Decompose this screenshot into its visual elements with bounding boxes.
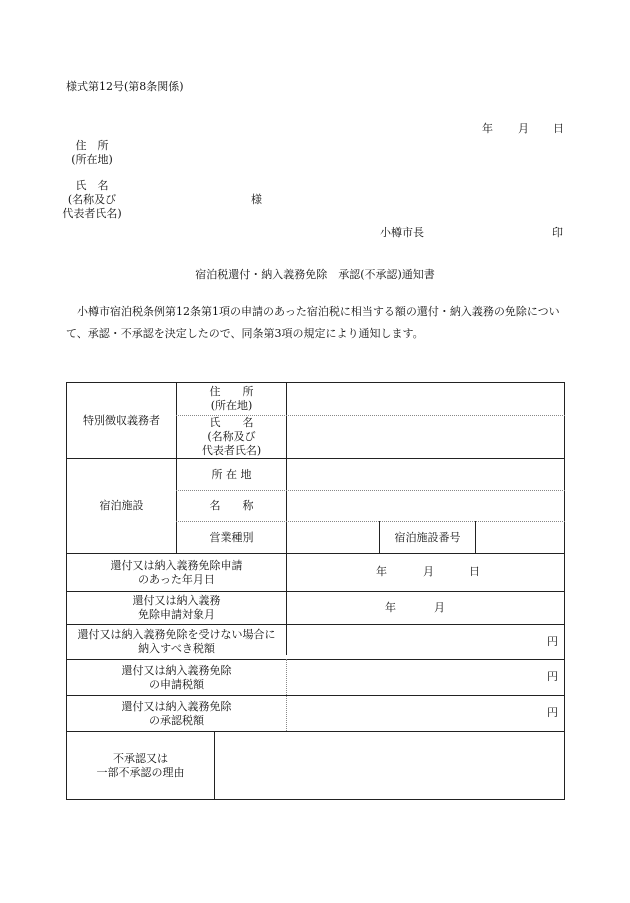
application-date-line2: のあった年月日 xyxy=(138,572,215,586)
approved-amount-label xyxy=(67,696,286,731)
collector-address-line2: (所在地) xyxy=(210,399,253,412)
applied-amount-line2: の申請税額 xyxy=(149,677,204,691)
application-date-day: 日 xyxy=(469,565,480,578)
date-month-label: 月 xyxy=(518,122,529,135)
collector-label: 特別徴収義務者 xyxy=(83,413,160,427)
tax-if-not-granted-field[interactable] xyxy=(287,625,564,659)
facility-number-label: 宿泊施設番号 xyxy=(394,530,461,544)
document-title: 宿泊税還付・納入義務免除 承認(不承認)通知書 xyxy=(195,268,435,281)
approved-amount-field[interactable] xyxy=(287,696,564,731)
tax-if-not-granted-line2: 納入すべき税額 xyxy=(138,642,215,655)
target-month-label xyxy=(67,592,286,624)
target-month-line2: 免除申請対象月 xyxy=(138,608,215,621)
application-date-field[interactable] xyxy=(287,554,564,591)
applied-amount-field[interactable] xyxy=(287,660,564,695)
target-month-month: 月 xyxy=(434,601,445,614)
facility-name-label: 名 称 xyxy=(209,499,254,513)
facility-location-field[interactable] xyxy=(287,459,564,490)
collector-address-field[interactable] xyxy=(287,383,564,415)
recipient-address-sub: (所在地) xyxy=(71,152,113,166)
recipient-address-label: 住 所 xyxy=(75,139,109,152)
application-date-label xyxy=(67,554,286,591)
date-day-label: 日 xyxy=(553,122,564,135)
facility-location-label: 所 在 地 xyxy=(211,467,252,481)
application-date-year: 年 xyxy=(376,565,387,578)
applied-amount-unit: 円 xyxy=(547,670,558,683)
collector-name-label xyxy=(177,416,286,458)
facility-number-field[interactable] xyxy=(476,522,564,553)
recipient-name-label: 氏 名 xyxy=(75,179,109,192)
facility-label: 宿泊施設 xyxy=(99,499,144,513)
tax-if-not-granted-label xyxy=(67,625,286,659)
collector-name-line1: 氏 名 xyxy=(209,416,254,430)
application-date-month: 月 xyxy=(423,565,434,578)
issuer-title: 小樽市長 xyxy=(380,226,424,239)
recipient-name-sub1: (名称及び xyxy=(67,192,117,206)
recipient-address xyxy=(62,139,122,167)
rejection-reason-line2: 一部不承認の理由 xyxy=(96,765,185,779)
applied-amount-line1: 還付又は納入義務免除 xyxy=(121,663,232,677)
body-text: 小樽市宿泊税条例第12条第1項の申請のあった宿泊税に相当する額の還付・納入義務の免除について、承認・不承認を決定したので、同条第3項の規定により通知します。 xyxy=(66,305,560,340)
date-year-label: 年 xyxy=(482,122,493,135)
approved-amount-line1: 還付又は納入義務免除 xyxy=(121,699,232,713)
approved-amount-unit: 円 xyxy=(547,706,558,719)
form-number: 様式第12号(第8条関係) xyxy=(66,80,184,93)
approved-amount-line2: の承認税額 xyxy=(149,713,204,727)
recipient-name-sub2: 代表者氏名) xyxy=(62,206,122,220)
rejection-reason-label xyxy=(67,732,214,799)
target-month-year: 年 xyxy=(385,601,396,614)
recipient-name xyxy=(56,179,128,220)
recipient-honorific: 様 xyxy=(251,193,262,206)
collector-address-label xyxy=(177,383,286,415)
applied-amount-label xyxy=(67,660,286,695)
collector-address-line1: 住 所 xyxy=(209,385,254,399)
facility-name-field[interactable] xyxy=(287,491,564,521)
tax-if-not-granted-line1: 還付又は納入義務免除を受けない場合に xyxy=(77,628,276,642)
collector-name-line3: 代表者氏名) xyxy=(201,443,262,457)
rejection-reason-line1: 不承認又は xyxy=(113,751,168,765)
rejection-reason-field[interactable] xyxy=(215,732,564,799)
business-type-field[interactable] xyxy=(287,522,379,553)
seal-mark: 印 xyxy=(552,226,563,239)
target-month-field[interactable] xyxy=(287,592,564,624)
application-date-line1: 還付又は納入義務免除申請 xyxy=(110,558,243,572)
target-month-line1: 還付又は納入義務 xyxy=(132,594,221,608)
collector-name-field[interactable] xyxy=(287,416,564,458)
collector-name-line2: (名称及び xyxy=(207,430,256,444)
tax-if-not-granted-unit: 円 xyxy=(547,635,558,648)
business-type-label: 営業種別 xyxy=(209,530,254,544)
